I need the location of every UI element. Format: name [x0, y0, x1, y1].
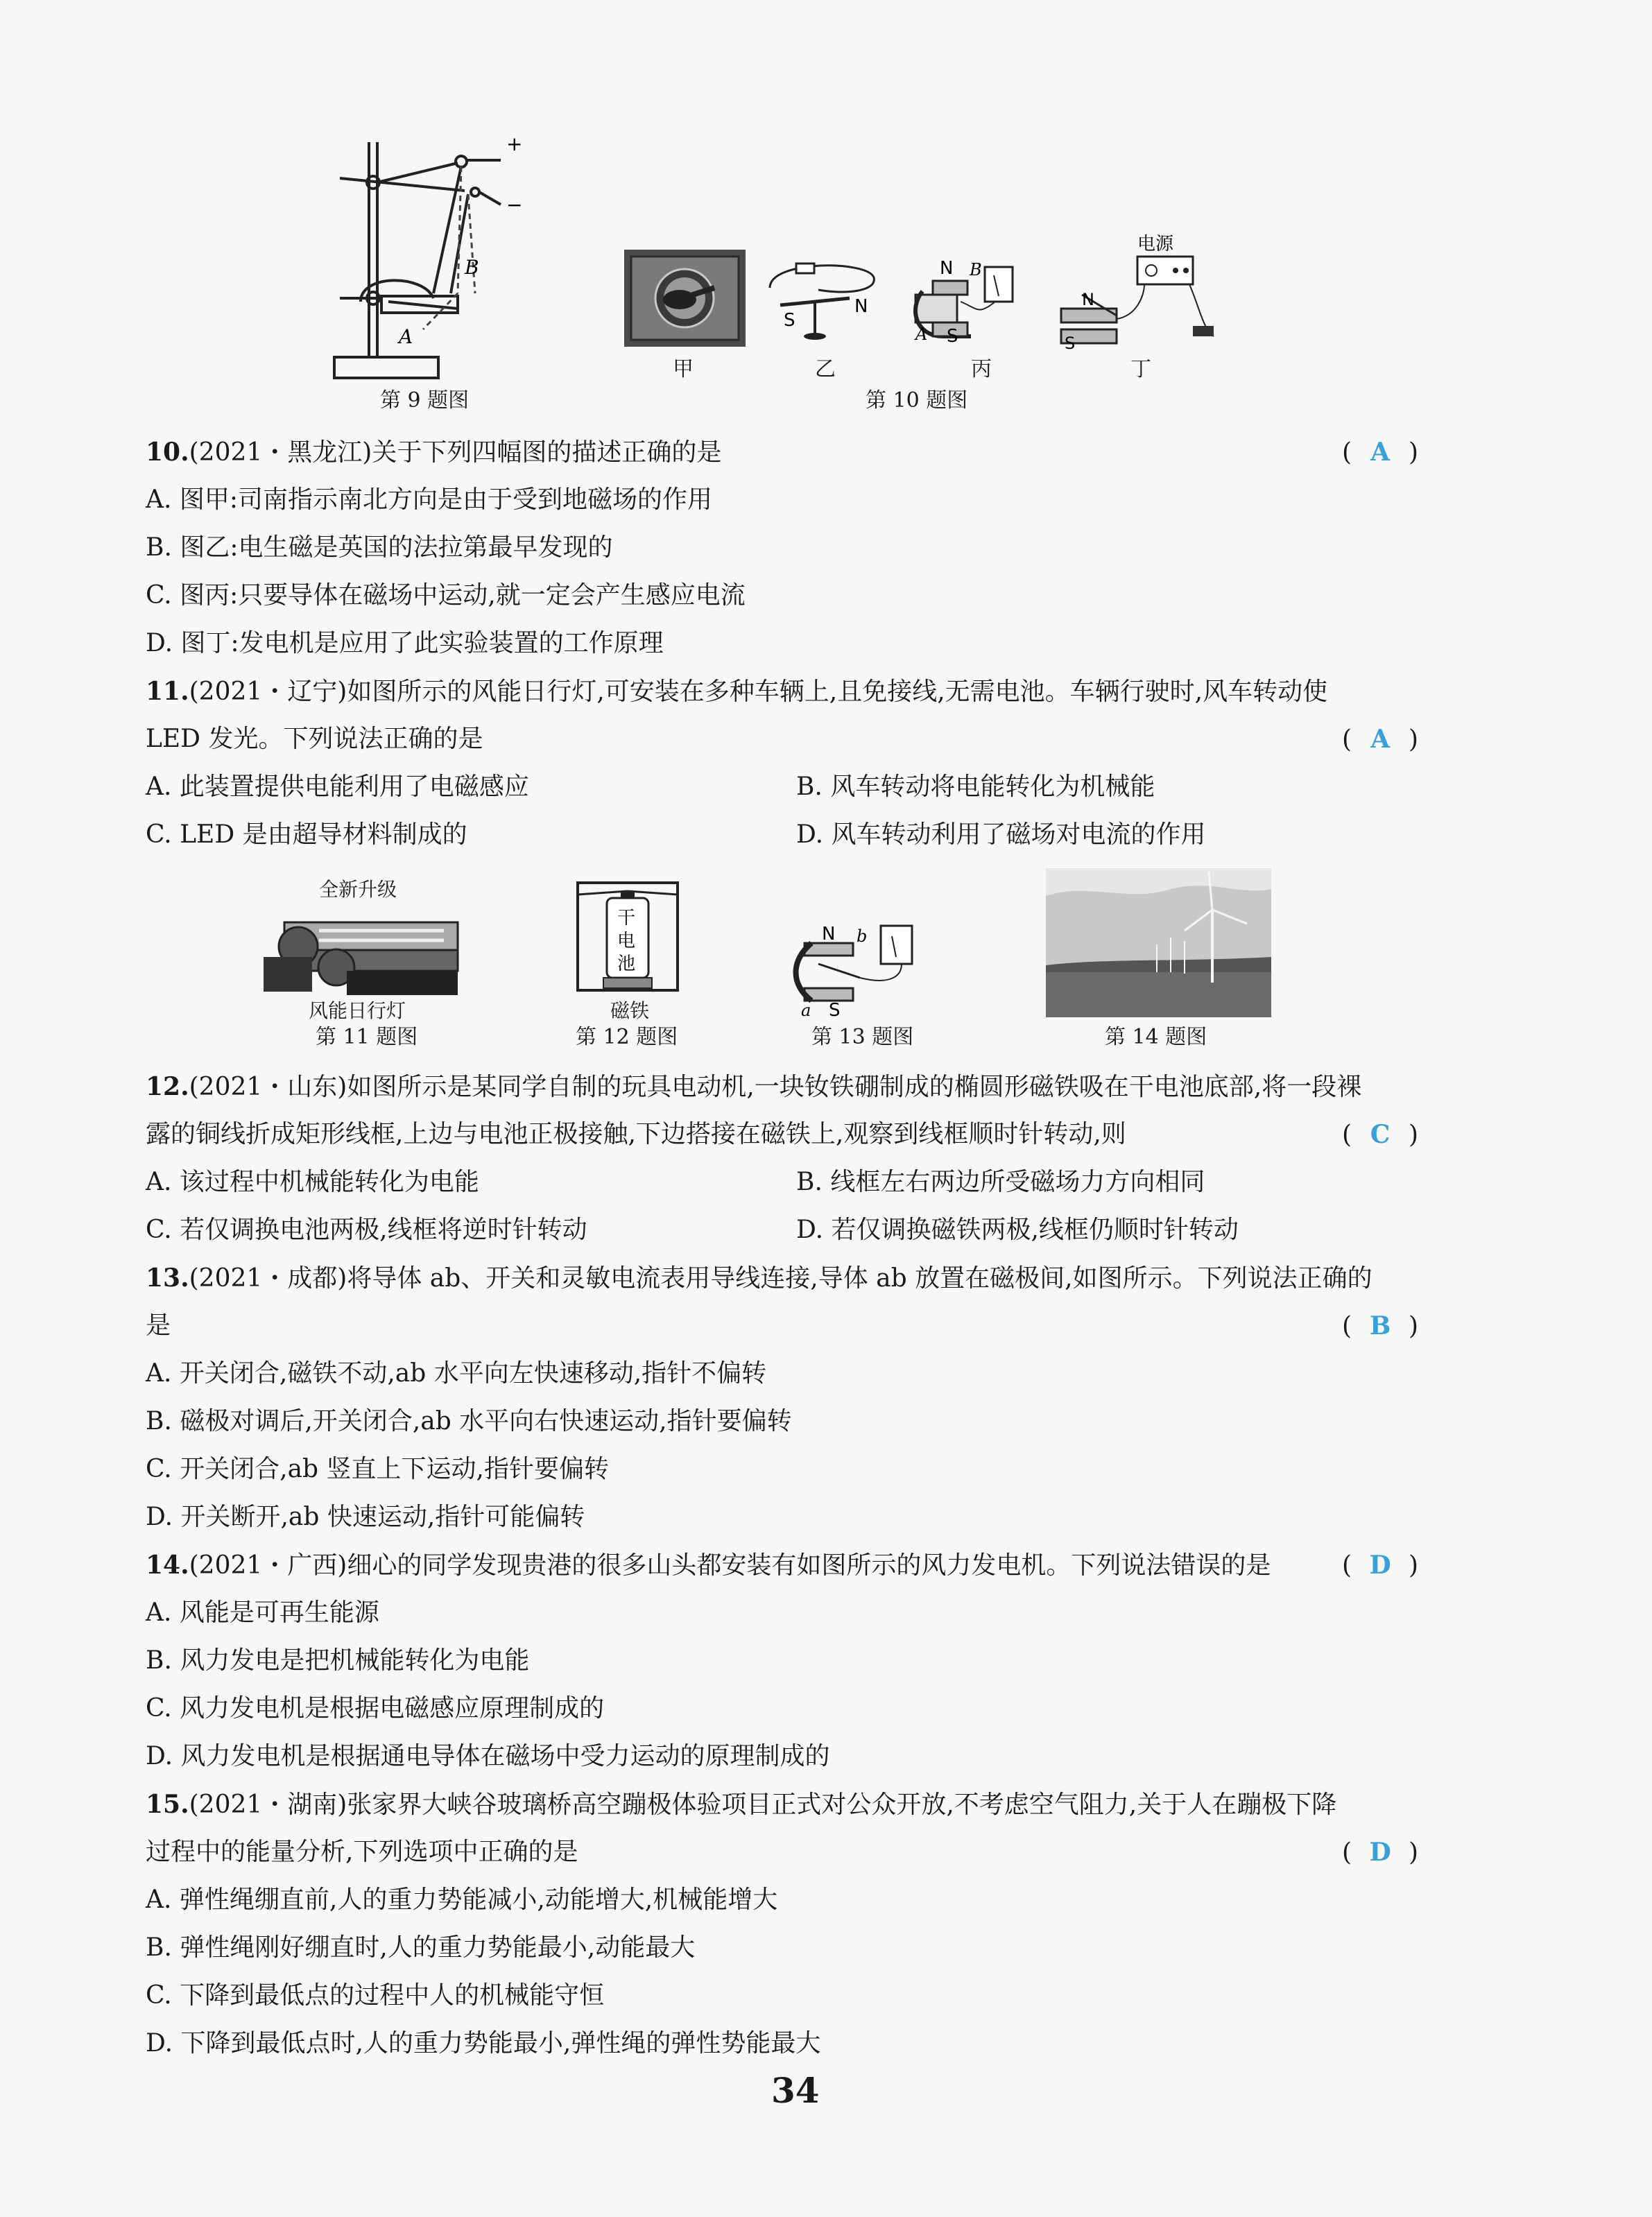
motor-s-label: S	[1065, 334, 1076, 350]
answer-bracket: ( A )	[1342, 725, 1419, 754]
answer-letter: D	[1369, 1551, 1391, 1580]
fig11-name: 风能日行灯	[309, 999, 406, 1022]
page-number: 34	[771, 2070, 820, 2111]
figure-9-apparatus	[319, 135, 541, 385]
option-c: C. LED 是由超导材料制成的	[146, 820, 467, 849]
point-b-label: B	[465, 256, 479, 279]
figure-10-sublabel-ding: 丁	[1130, 357, 1151, 381]
question-10-stem	[146, 437, 721, 468]
option-a: A. 开关闭合,磁铁不动,ab 水平向左快速移动,指针不偏转	[146, 1359, 767, 1388]
question-12-stem-line2: 露的铜线折成矩形线框,上边与电池正极接触,下边搭接在磁铁上,观察到线框顺时针转动,则	[146, 1120, 1126, 1148]
option-c: C. 开关闭合,ab 竖直上下运动,指针要偏转	[146, 1455, 609, 1483]
plus-label: +	[506, 135, 523, 155]
option-a: A. 风能是可再生能源	[146, 1598, 379, 1627]
option-d: D. 下降到最低点时,人的重力势能最小,弹性绳的弹性势能最大	[146, 2029, 821, 2058]
answer-bracket: ( C )	[1342, 1120, 1419, 1149]
option-b: B. 弹性绳刚好绷直时,人的重力势能最小,动能最大	[146, 1933, 696, 1962]
option-c: C. 图丙:只要导体在磁场中运动,就一定会产生感应电流	[146, 581, 746, 610]
answer-bracket: ( D )	[1342, 1551, 1419, 1580]
option-d: D. 若仅调换磁铁两极,线框仍顺时针转动	[796, 1216, 1239, 1244]
figure-10-motor	[1054, 232, 1221, 350]
fig13-s-label: S	[829, 1000, 841, 1019]
question-number: 12.	[146, 1072, 189, 1101]
option-b: B. 图乙:电生磁是英国的法拉第最早发现的	[146, 533, 613, 562]
fig13-b-label: b	[857, 926, 868, 946]
oersted-n-label: N	[854, 296, 868, 317]
option-c: C. 下降到最低点的过程中人的机械能守恒	[146, 1981, 605, 2010]
question-number: 11.	[146, 677, 189, 706]
answer-letter: C	[1370, 1120, 1391, 1149]
question-text: (2021・成都)将导体 ab、开关和灵敏电流表用导线连接,导体 ab 放置在磁极间,如图所示。下列说法正确的	[189, 1264, 1373, 1293]
fig13-a-label: a	[801, 1001, 811, 1019]
answer-bracket: ( B )	[1342, 1311, 1419, 1340]
fig12-magnet-label: 磁铁	[610, 999, 650, 1022]
figure-12-battery-motor	[576, 881, 680, 1002]
option-d: D. 开关断开,ab 快速运动,指针可能偏转	[146, 1503, 585, 1531]
figure-10-sublabel-bing: 丙	[971, 357, 992, 381]
figure-13-induction	[791, 922, 929, 1019]
option-c: C. 风力发电机是根据电磁感应原理制成的	[146, 1694, 605, 1723]
option-b: B. 风车转动将电能转化为机械能	[796, 773, 1155, 801]
answer-letter: B	[1369, 1311, 1391, 1340]
oersted-s-label: S	[784, 310, 795, 331]
option-a: A. 该过程中机械能转化为电能	[146, 1168, 479, 1196]
answer-letter: A	[1370, 725, 1391, 754]
option-c: C. 若仅调换电池两极,线框将逆时针转动	[146, 1216, 587, 1244]
option-d: D. 图丁:发电机是应用了此实验装置的工作原理	[146, 629, 664, 657]
power-source-label: 电源	[1137, 234, 1174, 255]
figure-13-caption: 第 13 题图	[811, 1025, 914, 1049]
figure-10-oersted	[763, 257, 881, 347]
induction-b-label: B	[970, 260, 982, 279]
induction-a-label: A	[915, 325, 928, 344]
figure-10-caption: 第 10 题图	[866, 388, 968, 413]
option-d: D. 风力发电机是根据通电导体在磁场中受力运动的原理制成的	[146, 1742, 830, 1770]
figure-10-sublabel-yi: 乙	[815, 357, 836, 381]
battery-char-3: 池	[617, 954, 636, 974]
point-a-label: A	[399, 325, 413, 348]
question-13-stem-line2: 是	[146, 1311, 171, 1340]
induction-s-label: S	[947, 326, 958, 347]
motor-n-label: N	[1082, 290, 1094, 309]
question-13-stem-line1	[146, 1263, 1373, 1294]
question-12-stem-line1	[146, 1071, 1361, 1103]
option-a: A. 弹性绳绷直前,人的重力势能减小,动能增大,机械能增大	[146, 1886, 778, 1914]
figure-11-caption: 第 11 题图	[316, 1025, 418, 1049]
question-text: (2021・山东)如图所示是某同学自制的玩具电动机,一块钕铁硼制成的椭圆形磁铁吸在干电池底部,将一段裸	[189, 1073, 1362, 1101]
question-text: (2021・湖南)张家界大峡谷玻璃桥高空蹦极体验项目正式对公众开放,不考虑空气阻力,关于人在蹦极下降	[189, 1791, 1337, 1819]
fig13-n-label: N	[822, 924, 836, 944]
minus-label: −	[506, 193, 523, 216]
option-a: A. 图甲:司南指示南北方向是由于受到地磁场的作用	[146, 485, 713, 514]
option-d: D. 风车转动利用了磁场对电流的作用	[796, 820, 1206, 849]
option-a: A. 此装置提供电能利用了电磁感应	[146, 773, 529, 801]
question-number: 15.	[146, 1790, 189, 1819]
option-b: B. 磁极对调后,开关闭合,ab 水平向右快速运动,指针要偏转	[146, 1407, 792, 1435]
question-text: (2021・辽宁)如图所示的风能日行灯,可安装在多种车辆上,且免接线,无需电池。车辆行驶时,风车转动使	[189, 678, 1328, 706]
question-number: 14.	[146, 1551, 189, 1580]
figure-10-induction	[902, 253, 1033, 350]
figure-12-caption: 第 12 题图	[576, 1025, 678, 1049]
figure-14-wind-turbines-photo	[1046, 868, 1271, 1017]
question-text: (2021・黑龙江)关于下列四幅图的描述正确的是	[189, 438, 722, 467]
answer-bracket: ( A )	[1342, 438, 1419, 467]
question-15-stem-line1	[146, 1789, 1336, 1820]
figure-11-wind-light	[264, 902, 465, 1002]
question-number: 10.	[146, 438, 189, 467]
question-11-stem-line1	[146, 676, 1327, 707]
induction-n-label: N	[940, 258, 954, 279]
question-15-stem-line2: 过程中的能量分析,下列选项中正确的是	[146, 1838, 578, 1866]
fig11-banner: 全新升级	[319, 878, 397, 901]
option-b: B. 风力发电是把机械能转化为电能	[146, 1646, 530, 1675]
answer-bracket: ( D )	[1342, 1838, 1419, 1867]
battery-char-2: 电	[617, 931, 636, 951]
answer-letter: A	[1370, 438, 1391, 467]
question-text: (2021・广西)细心的同学发现贵港的很多山头都安装有如图所示的风力发电机。下列说法错误的是	[189, 1551, 1271, 1580]
figure-14-caption: 第 14 题图	[1105, 1025, 1207, 1049]
question-11-stem-line2: LED 发光。下列说法正确的是	[146, 725, 483, 753]
figure-10-sublabel-jia: 甲	[673, 357, 694, 381]
answer-letter: D	[1369, 1838, 1391, 1867]
battery-char-1: 干	[617, 908, 636, 929]
option-b: B. 线框左右两边所受磁场力方向相同	[796, 1168, 1205, 1196]
question-14-stem	[146, 1550, 1271, 1581]
figure-9-caption: 第 9 题图	[380, 388, 470, 413]
question-number: 13.	[146, 1263, 189, 1293]
figure-10-si-nan	[624, 250, 746, 347]
